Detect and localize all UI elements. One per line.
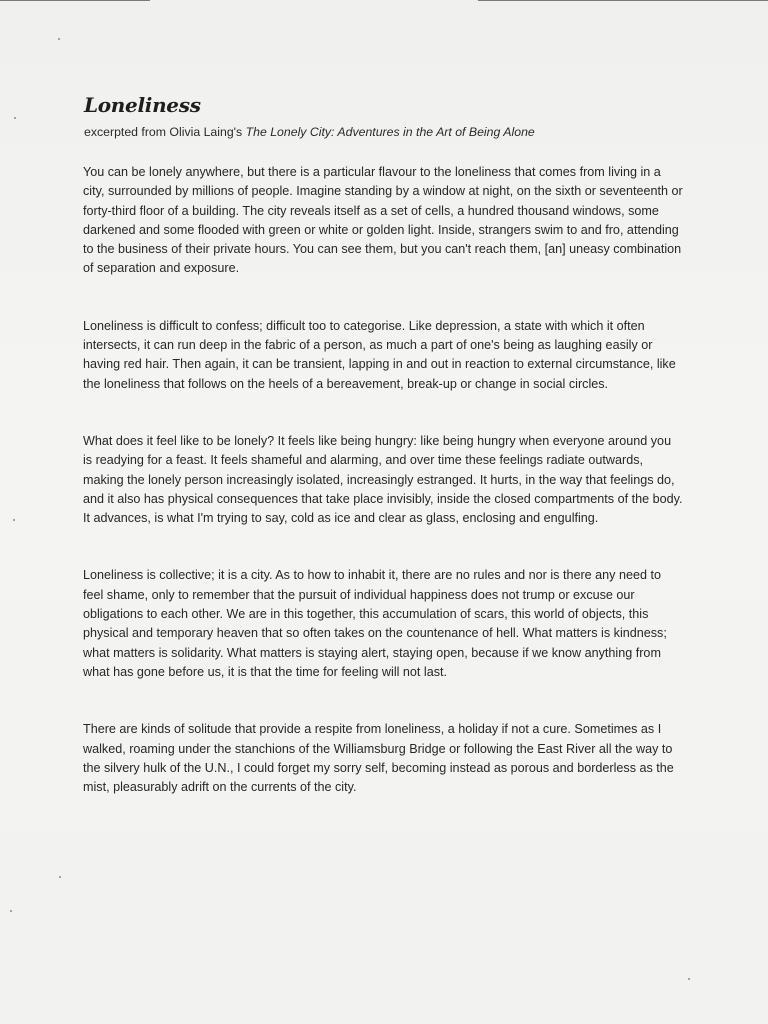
scan-speck [14, 117, 16, 119]
scan-edge-line [0, 0, 150, 1]
paragraph: Loneliness is difficult to confess; difficult too to categorise. Like depression, a state with which it often intersects, it can run deep in the fabric of a person, as much a part of one's being as laughing easily or having red hair. Then again, it can be transient, lapping in and out in reaction to external circumstance, like the loneliness that follows on the heels of a bereavement, break-up or change in social circles. [83, 318, 676, 391]
document-title: Loneliness [84, 93, 201, 117]
paragraph: You can be lonely anywhere, but there is a particular flavour to the loneliness that comes from living in a city, surrounded by millions of people. Imagine standing by a window at night, on the sixth or seventeenth or forty-third floor of a building. The city reveals itself as a set of cells, a hundred thousand windows, some darkened and some flooded with green or white or golden light. Inside, strangers swim to and fro, attending to the business of their private hours. You can see them, but you can't reach them, [an] uneasy combination of separation and exposure. [83, 165, 683, 276]
paragraph: What does it feel like to be lonely? It feels like being hungry: like being hungry when everyone around you is readying for a feast. It feels shameful and alarming, and over time these feelings radiate outwards, making the lonely person increasingly isolated, increasingly estranged. It hurts, in the way that feelings do, and it also has physical consequences that take place invisibly, inside the closed compartments of the body. It advances, is what I'm trying to say, cold as ice and clear as glass, enclosing and engulfing. [83, 433, 683, 526]
paragraph: There are kinds of solitude that provide a respite from loneliness, a holiday if not a cure. Sometimes as I walked, roaming under the stanchions of the Williamsburg Bridge or following the East River all the way to the silvery hulk of the U.N., I could forget my sorry self, becoming instead as porous and borderless as the mist, pleasurably adrift on the currents of the city. [83, 722, 674, 795]
document-body [83, 163, 683, 797]
scan-speck [688, 978, 690, 980]
subtitle-prefix: excerpted from Olivia Laing's [84, 125, 246, 139]
subtitle-book-title: The Lonely City: Adventures in the Art of Being Alone [245, 125, 535, 139]
paragraph: Loneliness is collective; it is a city. As to how to inhabit it, there are no rules and nor is there any need to feel shame, only to remember that the pursuit of individual happiness does not trump or excuse our obligations to each other. We are in this together, this accumulation of scars, this world of objects, this physical and temporary heaven that so often takes on the countenance of hell. What matters is kindness; what matters is solidarity. What matters is staying alert, staying open, because if we know anything from what has gone before us, it is that the time for feeling will not last. [83, 568, 667, 679]
scan-speck [59, 876, 61, 878]
scan-speck [13, 519, 15, 521]
scan-speck [58, 38, 60, 40]
scan-edge-line [478, 0, 768, 1]
document-subtitle [84, 125, 535, 139]
scan-speck [10, 910, 12, 912]
